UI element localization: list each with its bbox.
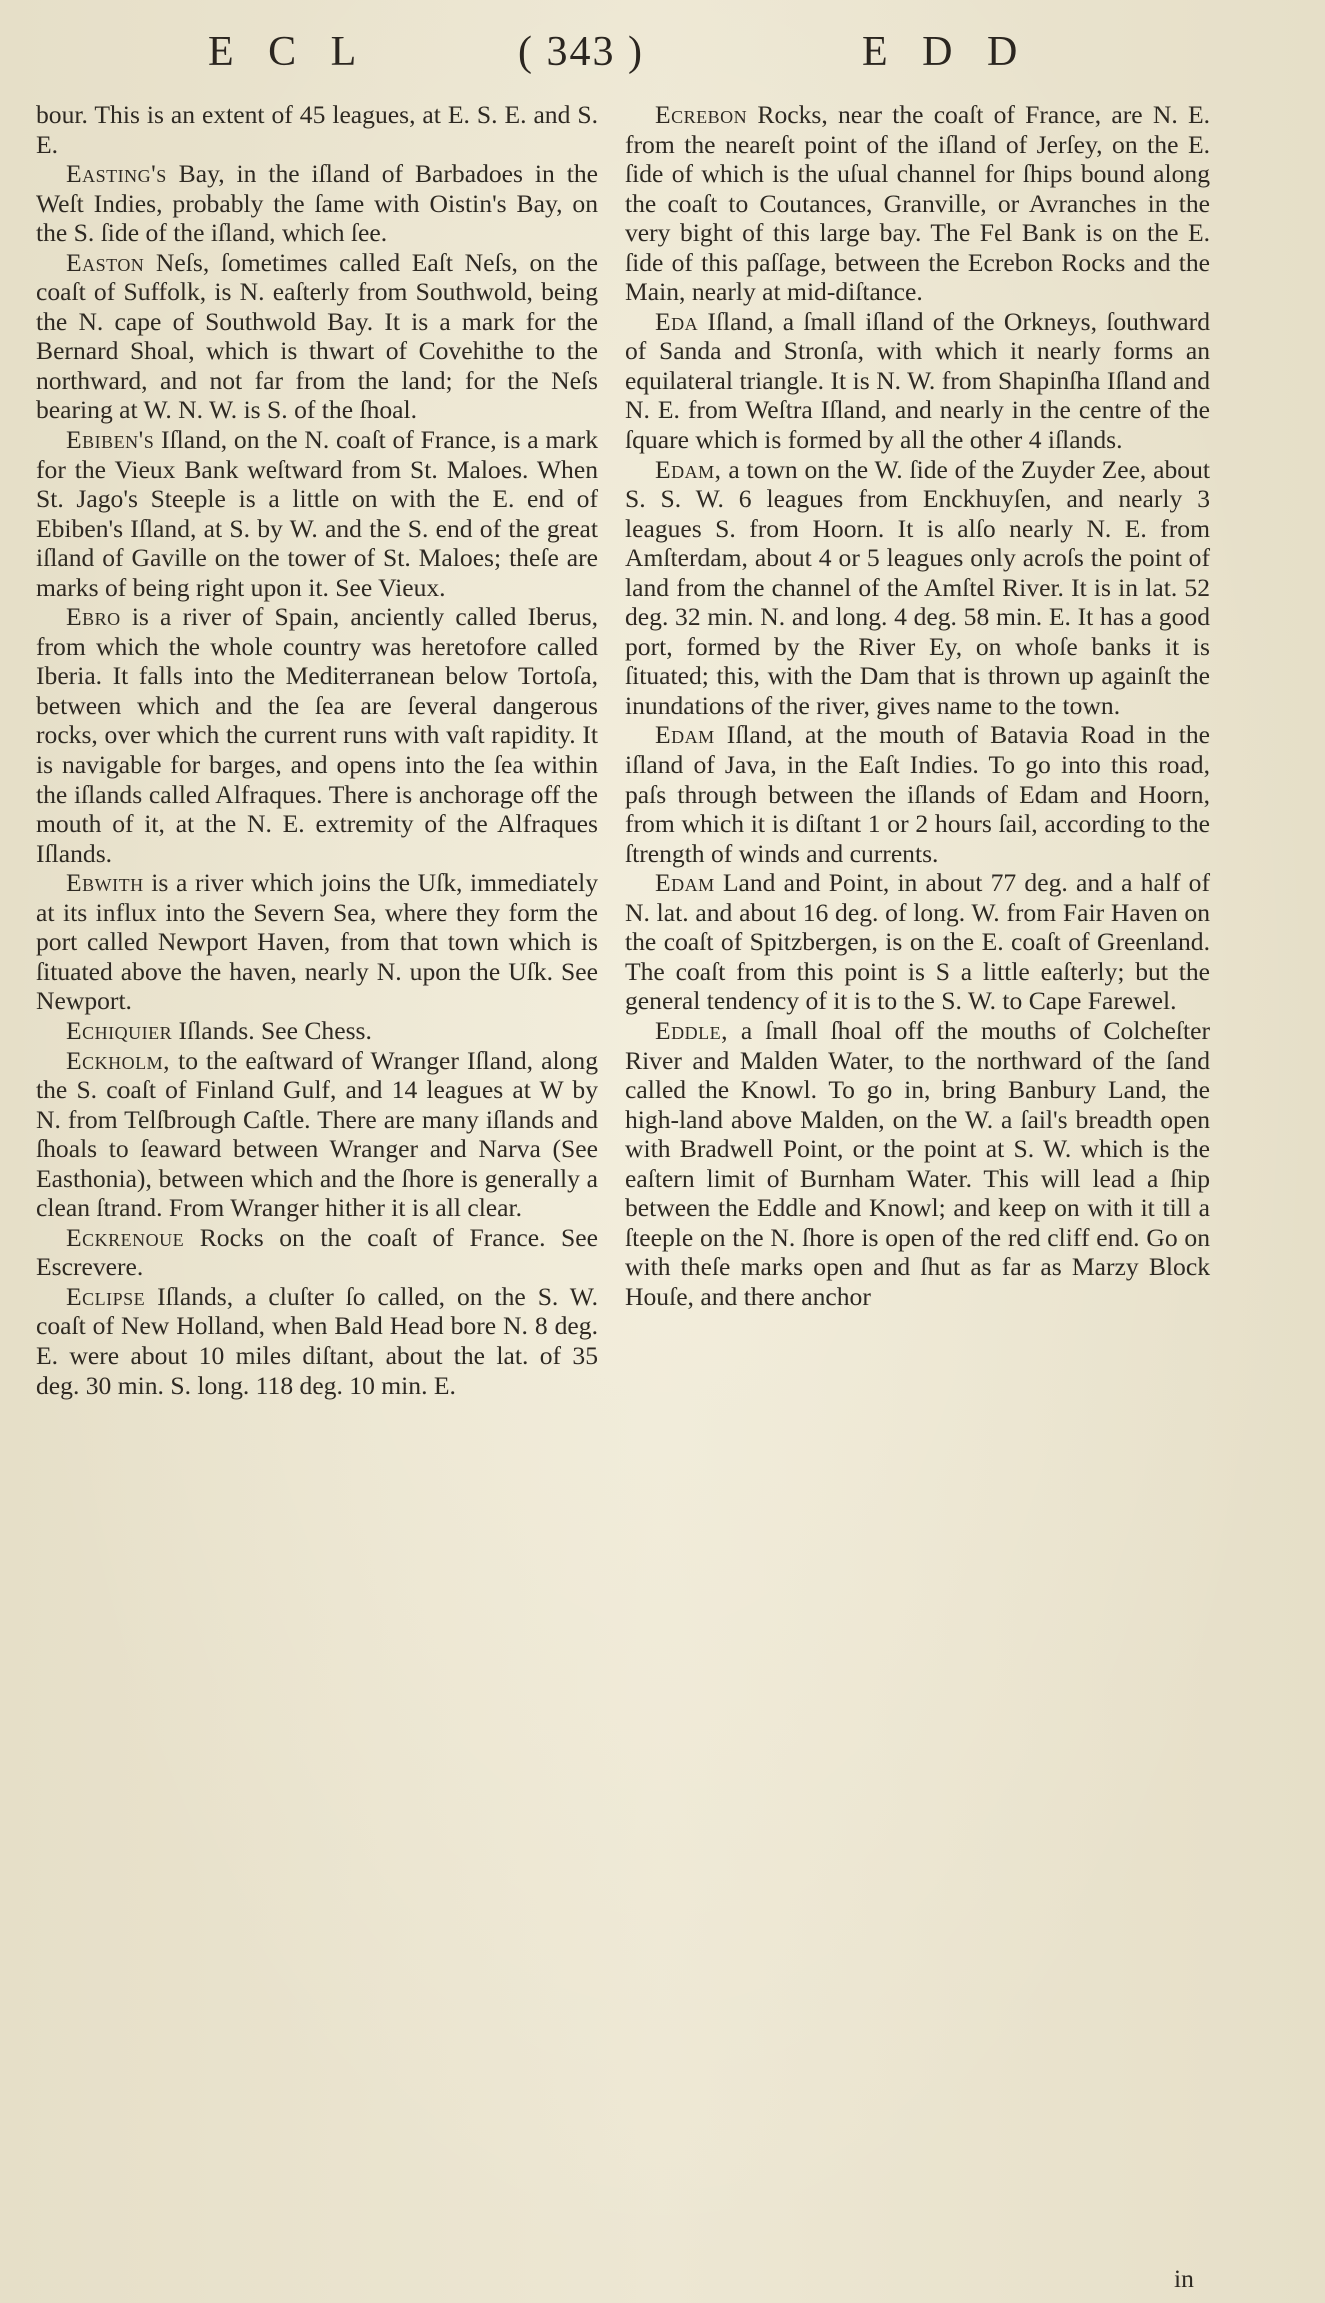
entry-term: Ecrebon (655, 100, 748, 129)
entry-term: Edam (655, 720, 715, 750)
entry-edam-island: Edam Iſland, at the mouth of Batavia Road in the iſland of Java, in the Eaſt Indies. To go into this road, paſs through between the iſlands of Edam and Hoorn, from which it is diſtant 1 or 2 hours ſail, according to the ſtrength of winds and currents. (625, 720, 1210, 868)
entry-term: Easton (66, 247, 145, 277)
entry-term: Eclipse (66, 1281, 146, 1311)
entry-eddle: Eddle, a ſmall ſhoal off the mouths of Colcheſter River and Malden Water, to the northward of the ſand called the Knowl. To go in, bring Banbury Land, the high-land above Malden, on the W. a ſail's breadth open with Bradwell Point, or the point at S. W. which is the eaſtern limit of Burnham Water. This will lead a ſhip between the Eddle and Knowl; and keep on with it till a ſteeple on the N. ſhore is open of the red cliff end. Go on with theſe marks open and ſhut as far as Marzy Block Houſe, and there anchor (625, 1015, 1210, 1311)
header-right-guideword: E D D (862, 29, 1030, 75)
entry-term: Eddle, (655, 1015, 729, 1045)
entry-ebro: Ebro is a river of Spain, anciently called Iberus, from which the whole country was heretofore called Iberia. It falls into the Mediterranean below Tortoſa, between which and the ſea are ſeveral dangerous rocks, over which the current runs with vaſt rapidity. It is navigable for barges, and opens into the ſea within the iſlands called Alfraques. There is anchorage off the mouth of it, at the N. E. extremity of the Alfraques Iſlands. (36, 602, 598, 868)
entry-term: Eda (655, 306, 699, 336)
header-left-guideword: E C L (208, 29, 369, 75)
right-column (625, 100, 1210, 1311)
entry-term: Edam, (655, 454, 722, 484)
running-header (0, 28, 1325, 88)
entry-edam-land: Edam Land and Point, in about 77 deg. and a half of N. lat. and about 16 deg. of long. W. from Fair Haven on the coaſt of Spitzbergen, is on the E. coaſt of Greenland. The coaſt from this point is S a little eaſterly; but the general tendency of it is to the S. W. to Cape Farewel. (625, 868, 1210, 1016)
entry-continuation: bour. This is an extent of 45 leagues, at E. S. E. and S. E. (36, 100, 598, 159)
catchword: in (1174, 2264, 1194, 2293)
entry-term: Ebwith (66, 868, 144, 898)
entry-easton-ness: Easton Neſs, ſometimes called Eaſt Neſs, on the coaſt of Suffolk, is N. eaſterly from Southwold, being the N. cape of Southwold Bay. It is a mark for the Bernard Shoal, which is thwart of Covehithe to the northward, and not far from the land; for the Neſs bearing at W. N. W. is S. of the ſhoal. (36, 247, 598, 425)
entry-eastings-bay: Easting's Bay, in the iſland of Barbadoes in the Weſt Indies, probably the ſame with Oistin's Bay, on the S. ſide of the iſland, which ſee. (36, 159, 598, 248)
entry-term: Ebiben's (66, 425, 155, 455)
left-column (36, 100, 598, 1400)
entry-eda-island: Eda Iſland, a ſmall iſland of the Orkneys, ſouthward of Sanda and Stronſa, with which it nearly forms an equilateral triangle. It is N. W. from Shapinſha Iſland and N. E. from Weſtra Iſland, and nearly in the centre of the ſquare which is formed by all the other 4 iſlands. (625, 306, 1210, 455)
entry-eckholm: Eckholm, to the eaſtward of Wranger Iſland, along the S. coaſt of Finland Gulf, and 14 leagues at W by N. from Telſbrough Caſtle. There are many iſlands and ſhoals to ſeaward between Wranger and Narva (See Easthonia), between which and the ſhore is generally a clean ſtrand. From Wranger hither it is all clear. (36, 1045, 598, 1223)
entry-term: Echiquier (66, 1015, 173, 1045)
page-number: ( 343 ) (518, 29, 644, 75)
entry-eclipse-islands: Eclipse Iſlands, a cluſter ſo called, on the S. W. coaſt of New Holland, when Bald Head bore N. 8 deg. E. were about 10 miles diſtant, about the lat. of 35 deg. 30 min. S. long. 118 deg. 10 min. E. (36, 1281, 598, 1400)
entry-term: Easting's (66, 159, 167, 189)
entry-term: Edam (655, 868, 715, 898)
entry-ebwith: Ebwith is a river which joins the Uſk, immediately at its influx into the Severn Sea, where they form the port called Newport Haven, from that town which is ſituated above the haven, nearly N. upon the Uſk. See Newport. (36, 868, 598, 1016)
entry-ebibens-island: Ebiben's Iſland, on the N. coaſt of France, is a mark for the Vieux Bank weſtward from St. Maloes. When St. Jago's Steeple is a little on with the E. end of Ebiben's Iſland, at S. by W. and the S. end of the great iſland of Gaville on the tower of St. Maloes; theſe are marks of being right upon it. See Vieux. (36, 425, 598, 602)
entry-eckrenoue-rocks: Eckrenoue Rocks on the coaſt of France. See Escrevere. (36, 1222, 598, 1282)
entry-term: Eckrenoue (66, 1222, 185, 1252)
entry-term: Ebro (66, 602, 121, 632)
entry-echiquier-islands: Echiquier Iſlands. See Chess. (66, 1015, 372, 1045)
entry-ecrebon-rocks: Ecrebon Rocks, near the coaſt of France, are N. E. from the neareſt point of the iſland of Jerſey, on the E. ſide of which is the uſual channel for ſhips bound along the coaſt to Coutances, Granville, or Avranches in the very bight of this large bay. The Fel Bank is on the E. ſide of this paſſage, between the Ecrebon Rocks and the Main, nearly at mid-diſtance. (625, 100, 1210, 307)
entry-term: Eckholm, (66, 1045, 171, 1075)
entry-edam-town: Edam, a town on the W. ſide of the Zuyder Zee, about S. S. W. 6 leagues from Enckhuyſen, and nearly 3 leagues S. from Hoorn. It is alſo nearly N. E. from Amſterdam, about 4 or 5 leagues only acroſs the point of land from the channel of the Amſtel River. It is in lat. 52 deg. 32 min. N. and long. 4 deg. 58 min. E. It has a good port, formed by the River Ey, on whoſe banks it is ſituated; this, with the Dam that is thrown up againſt the inundations of the river, gives name to the town. (625, 454, 1210, 720)
